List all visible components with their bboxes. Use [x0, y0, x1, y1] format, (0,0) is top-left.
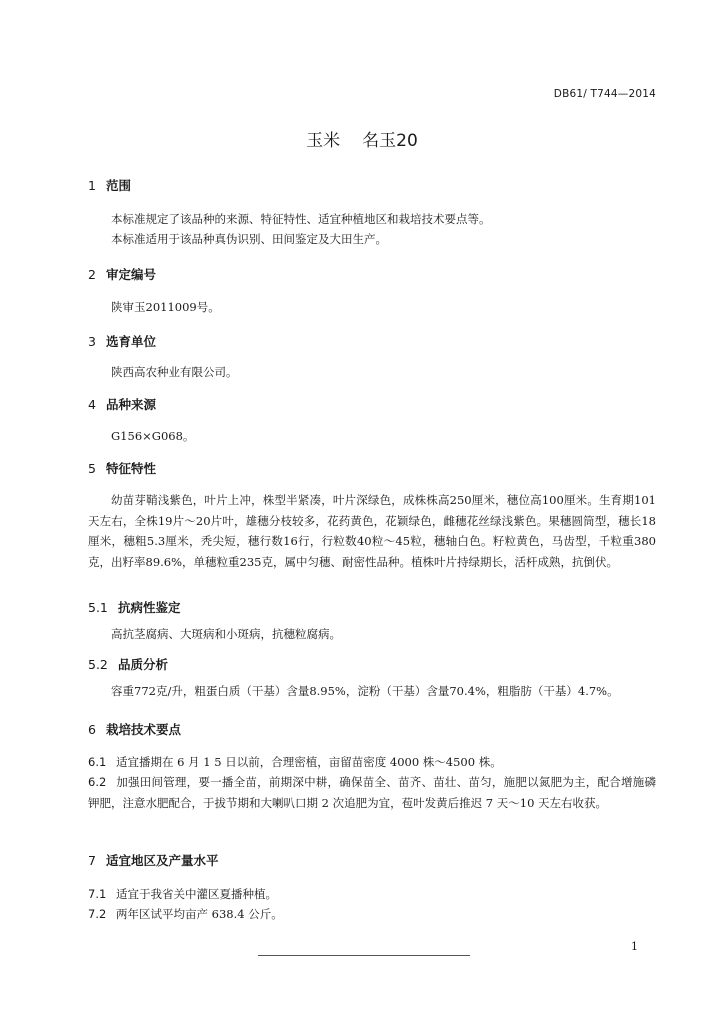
section-2-paragraph: 陕审玉2011009号。: [111, 300, 220, 314]
section-5-2-paragraph: 容重772克/升，粗蛋白质（干基）含量8.95%，淀粉（干基）含量70.4%，粗脂肪（干基）4.7%。: [111, 684, 619, 698]
section-4-paragraph: G156×G068。: [111, 429, 195, 443]
section-heading-5-1: 5.1 抗病性鉴定: [88, 600, 181, 615]
section-heading-7: 7 适宜地区及产量水平: [88, 853, 219, 868]
section-heading-5-2: 5.2 品质分析: [88, 657, 169, 672]
section-heading-5: 5 特征特性: [88, 461, 157, 476]
section-6-item-1: 6.1 适宜播期在 6 月 1 5 日以前，合理密植，亩留苗密度 4000 株～4500 株。: [88, 755, 502, 769]
section-heading-2: 2 审定编号: [88, 267, 157, 282]
title-variety: 名玉20: [362, 131, 418, 151]
section-7-item-2: 7.2 两年区试平均亩产 638.4 公斤。: [88, 907, 283, 921]
section-heading-6: 6 栽培技术要点: [88, 722, 182, 737]
document-code: DB61/ T744—2014: [553, 88, 656, 100]
section-heading-3: 3 选育单位: [88, 334, 157, 349]
section-1-paragraph-2: 本标准适用于该品种真伪识别、田间鉴定及大田生产。: [111, 232, 387, 246]
section-5-paragraph: 幼苗芽鞘浅紫色，叶片上冲，株型半紧凑，叶片深绿色，成株株高250厘米，穗位高100厘米。生育期101天左右，全株19片～20片叶，雄穗分枝较多，花药黄色，花颖绿色，雌穗花丝绿浅紫色。果穗圆筒型，穗长18厘米，穗粗5.3厘米，秃尖短，穗行数16行，行粒数40粒～45粒，穗轴白色。籽粒黄色，马齿型，千粒重380克，出籽率89.6%，单穗粒重235克，属中匀穗、耐密性品种。植株叶片持绿期长，活杆成熟，抗倒伏。: [88, 493, 656, 569]
title-crop: 玉米: [306, 131, 341, 151]
section-heading-4: 4 品种来源: [88, 397, 157, 412]
page-number: 1: [631, 940, 638, 953]
section-3-paragraph: 陕西高农种业有限公司。: [111, 365, 238, 379]
section-1-paragraph-1: 本标准规定了该品种的来源、特征特性、适宜种植地区和栽培技术要点等。: [111, 212, 491, 226]
page-title: [0, 126, 724, 151]
section-heading-1: 1 范围: [88, 178, 132, 193]
section-7-item-1: 7.1 适宜于我省关中灌区夏播种植。: [88, 887, 277, 901]
section-5-1-paragraph: 高抗茎腐病、大斑病和小斑病，抗穗粒腐病。: [111, 627, 341, 641]
section-6-item-2: 6.2 加强田间管理，要一播全苗，前期深中耕，确保苗全、苗齐、苗壮、苗匀，施肥以氮肥为主，配合增施磷钾肥，注意水肥配合，于拔节期和大喇叭口期 2 次追肥为宜，苞叶发黄后推迟 7 天～10 天左右收获。: [88, 775, 656, 810]
footer-divider: [258, 955, 470, 956]
